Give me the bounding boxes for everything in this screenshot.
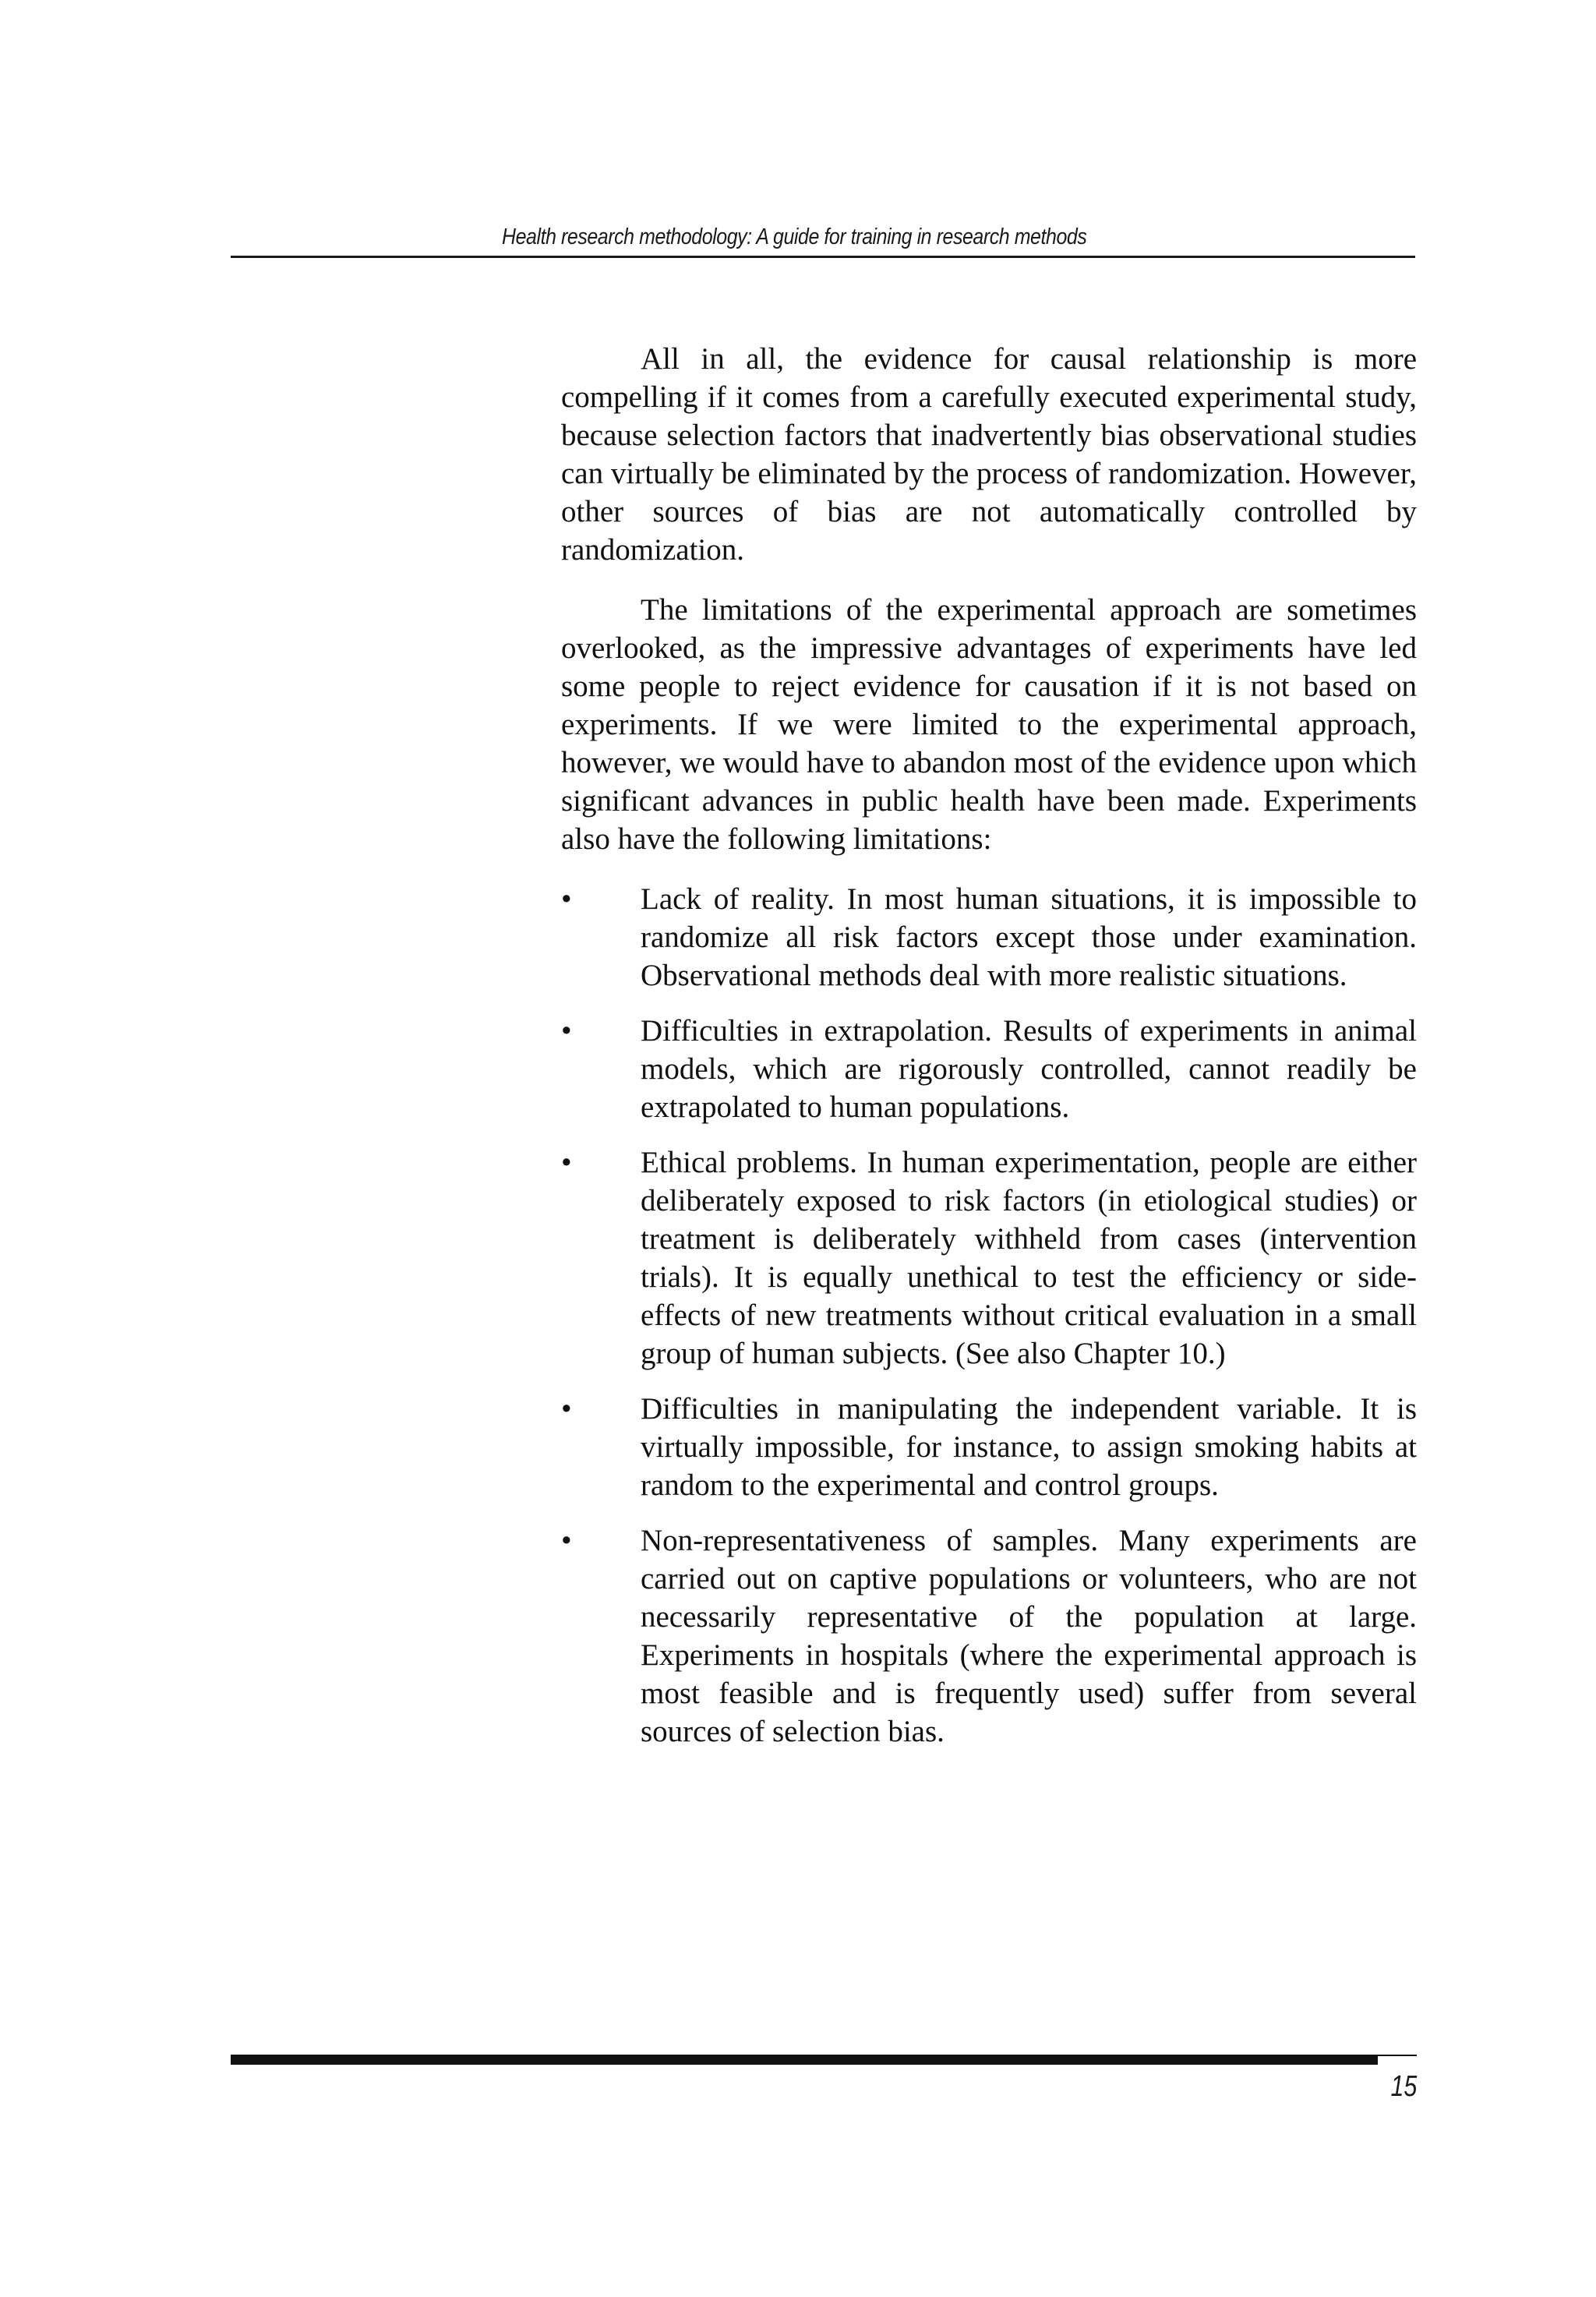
running-header [231, 221, 1415, 258]
bullet-icon: • [561, 1014, 572, 1048]
list-item [561, 1143, 1417, 1373]
footer-rule [231, 2055, 1378, 2065]
running-header-title: Health research methodology: A guide for training in research methods [502, 224, 1087, 249]
list-item-text: Difficulties in manipulating the independent variable. It is virtually impossible, for instance, to assign smoking habits at random to the experimental and control groups. [641, 1392, 1417, 1502]
list-item-text: Ethical problems. In human experimentation, people are either deliberately exposed to risk factors (in etiological studies) or treatment is deliberately withheld from cases (intervention trials). It is equally unethical to test the efficiency or side-effects of new treatments without critical evaluation in a small group of human subjects. (See also Chapter 10.) [641, 1146, 1417, 1370]
bullet-icon: • [561, 1146, 572, 1179]
list-item-text: Lack of reality. In most human situations, it is impossible to randomize all risk factors except those under examination. Observational methods deal with more realistic situations. [641, 882, 1417, 992]
list-item-text: Non-representativeness of samples. Many experiments are carried out on captive populations or volunteers, who are not necessarily representative of the population at large. Experiments in hospitals (where the experimental approach is most feasible and is frequently used) suffer from several sources of selection bias. [641, 1524, 1417, 1748]
bullet-icon: • [561, 882, 572, 916]
list-item [561, 1521, 1417, 1751]
list-item [561, 1390, 1417, 1504]
body-text [561, 340, 1417, 1768]
list-item [561, 1012, 1417, 1126]
bullet-icon: • [561, 1392, 572, 1426]
list-item [561, 880, 1417, 995]
footer-rule-end [1378, 2055, 1417, 2056]
list-item-text: Difficulties in extrapolation. Results of experiments in animal models, which are rigorously controlled, cannot readily be extrapolated to human populations. [641, 1014, 1417, 1124]
paragraph-experimental-limitations: The limitations of the experimental approach are sometimes overlooked, as the impressive advantages of experiments have led some people to reject evidence for causation if it is not based on experiments. If we were limited to the experimental approach, however, we would have to abandon most of the evidence upon which significant advances in public health have been made. Experiments also have the following limitations: [561, 593, 1417, 856]
bullet-icon: • [561, 1524, 572, 1557]
limitations-list [561, 880, 1417, 1751]
paragraph-causal-evidence: All in all, the evidence for causal relationship is more compelling if it comes from a carefully executed experimental study, because selection factors that inadvertently bias observational studies can virtually be eliminated by the process of randomization. However, other sources of bias are not automatically controlled by randomization. [561, 342, 1417, 567]
page-number: 15 [1390, 2070, 1417, 2103]
